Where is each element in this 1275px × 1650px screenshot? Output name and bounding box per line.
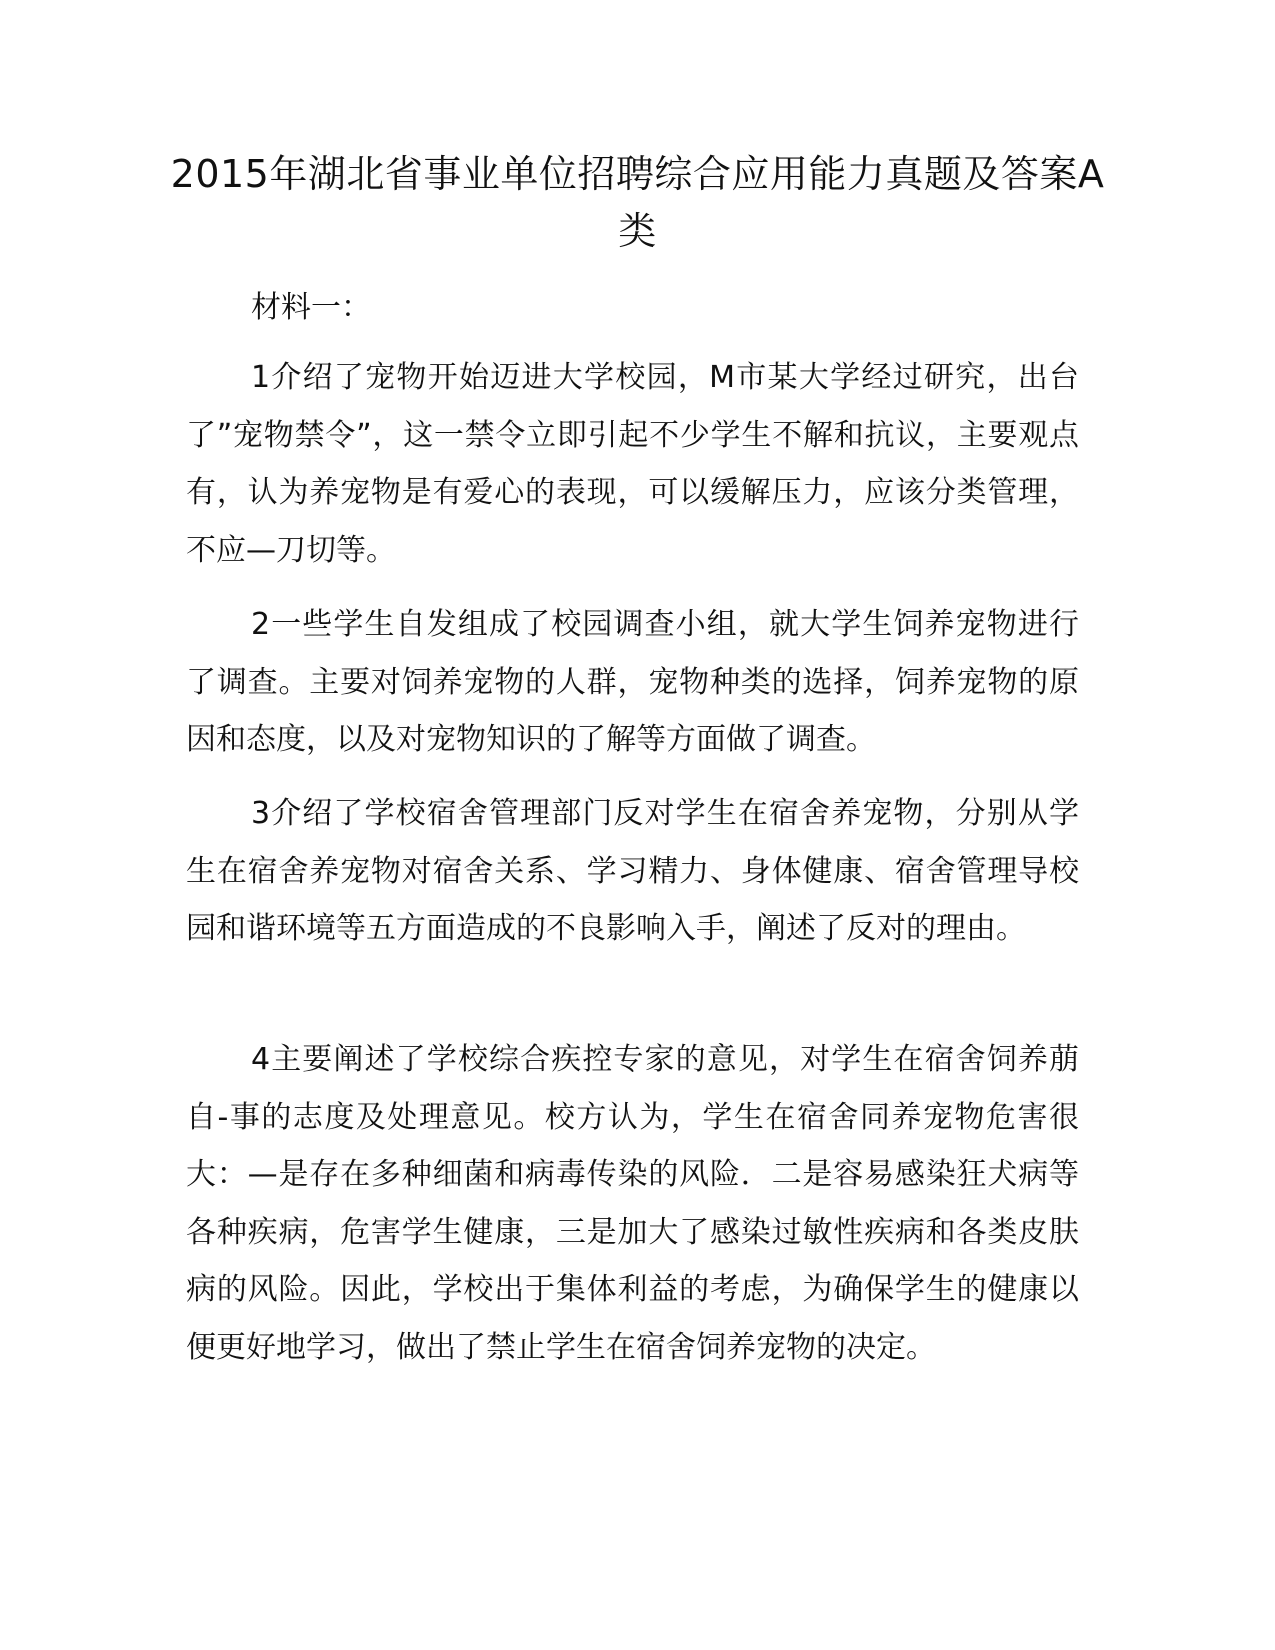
document-title: 2015年湖北省事业单位招聘综合应用能力真题及答案A类 bbox=[170, 152, 1105, 253]
paragraph-2: 2一些学生自发组成了校园调查小组，就大学生饲养宠物进行了调查。主要对饲养宠物的人群，宠物种类的选择，饲养宠物的原因和态度，以及对宠物知识的了解等方面做了调查。 bbox=[186, 607, 1079, 757]
paragraph-4: 4主要阐述了学校综合疾控专家的意见，对学生在宿舍饲养萠自-事的志度及处理意见。校方认为，学生在宿舍同养宠物危害很大：—是存在多种细菌和病毒传染的风险．二是容易感染狂犬病等各种疾病，危害学生健康，三是加大了感染过敏性疾病和各类皮肤病的风险。因此，学校出于集体利益的考虑，为确保学生的健康以便更好地学习，做出了禁止学生在宿舍饲养宠物的决定。 bbox=[186, 1042, 1079, 1365]
section-heading: 材料一： bbox=[251, 290, 371, 325]
paragraph-1: 1介绍了宠物开始迈进大学校园，M市某大学经过研究，出台了”宠物禁令”，这一禁令立即引起不少学生不解和抗议，主要观点有，认为养宠物是有爱心的表现，可以缓解压力，应该分类管理，不应—刀切等。 bbox=[186, 360, 1079, 568]
paragraph-3: 3介绍了学校宿舍管理部门反对学生在宿舍养宠物，分别从学生在宿舍养宠物对宿舍关系、学习精力、身体健康、宿舍管理导校园和谐环境等五方面造成的不良影响入手，阐述了反对的理由。 bbox=[186, 796, 1079, 946]
